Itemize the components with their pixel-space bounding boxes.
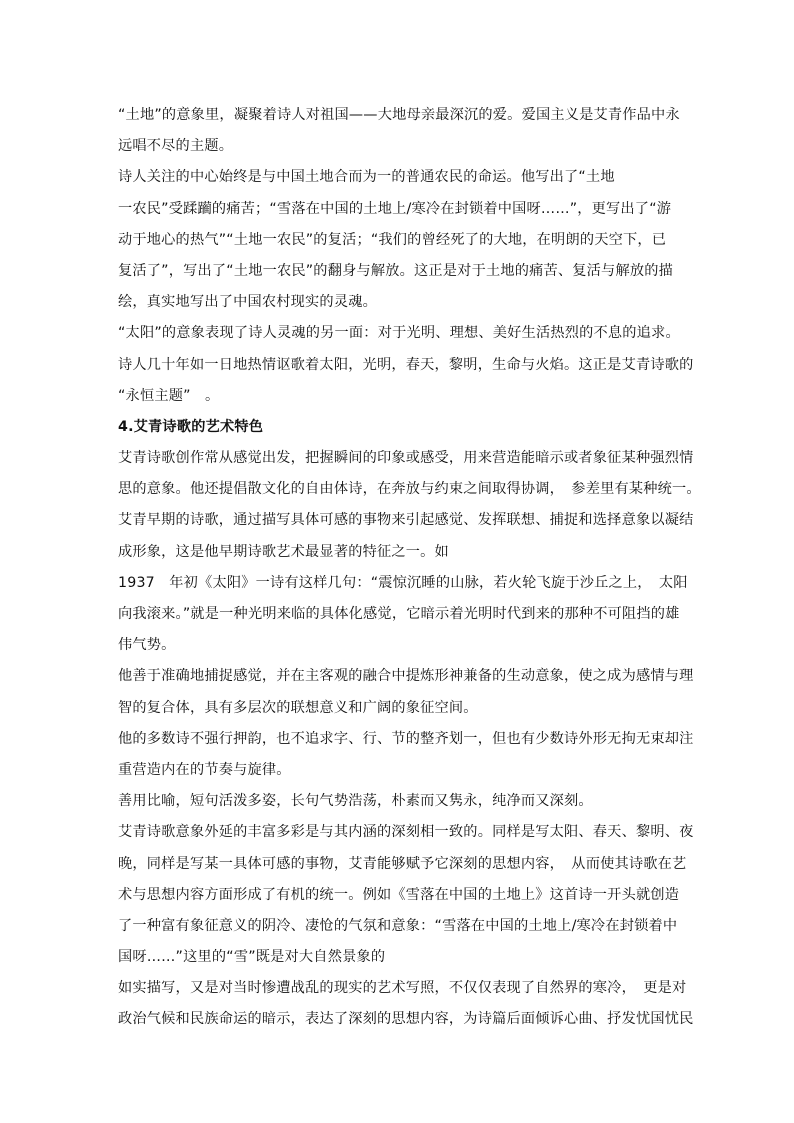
text-line: 诗人几十年如一日地热情讴歌着太阳，光明，春天，黎明，生命与火焰。这正是艾青诗歌的: [118, 356, 694, 373]
text-line: 如实描写，又是对当时惨遭战乱的现实的艺术写照，不仅仅表现了自然界的寒冷， 更是对: [118, 980, 687, 997]
text-line: 重营造内在的节奏与旋律。: [118, 761, 291, 778]
section-heading: 4.艾青诗歌的艺术特色: [118, 418, 264, 435]
text-line: 远唱不尽的主题。: [118, 138, 234, 155]
text-line: 术与思想内容方面形成了有机的统一。例如《雪落在中国的土地上》这首诗一开头就创造: [118, 886, 680, 903]
document-body: [118, 100, 701, 1036]
text-line: 成形象，这是他早期诗歌艺术最显著的特征之一。如: [118, 543, 449, 560]
text-line: 艾青诗歌创作常从感觉出发，把握瞬间的印象或感受，用来营造能暗示或者象征某种强烈情: [118, 450, 694, 467]
text-line: 智的复合体，具有多层次的联想意义和广阔的象征空间。: [118, 699, 478, 716]
text-line: 复活了”，写出了“土地一农民”的翻身与解放。这正是对于土地的痛苦、复活与解放的描: [118, 262, 673, 279]
text-line: “太阳”的意象表现了诗人灵魂的另一面：对于光明、理想、美好生活热烈的不息的追求。: [118, 325, 680, 342]
text-line: 他的多数诗不强行押韵，也不追求字、行、节的整齐划一，但也有少数诗外形无拘无束却注: [118, 730, 694, 747]
text-line: 绘，真实地写出了中国农村现实的灵魂。: [118, 294, 377, 311]
text-line: 向我滚来。”就是一种光明来临的具体化感觉，它暗示着光明时代到来的那种不可阻挡的雄: [118, 606, 680, 622]
text-line: 国呀……”这里的“雪”既是对大自然景象的: [118, 949, 386, 966]
text-line: 了一种富有象征意义的阴冷、凄怆的气氛和意象：“雪落在中国的土地上/寒冷在封锁着中: [118, 917, 678, 934]
text-line: 政治气候和民族命运的暗示，表达了深刻的思想内容，为诗篇后面倾诉心曲、抒发忧国忧民: [118, 1011, 694, 1028]
text-line: “永恒主题” 。: [118, 387, 220, 404]
text-line: 善用比喻，短句活泼多姿，长句气势浩荡，朴素而又隽永，纯净而又深刻。: [118, 793, 593, 810]
text-line: 艾青早期的诗歌，通过描写具体可感的事物来引起感觉、发挥联想、捕捉和选择意象以凝结: [118, 512, 694, 529]
text-line: 一农民”受蹂躏的痛苦；“雪落在中国的土地上/寒冷在封锁着中国呀……”，更写出了“游: [118, 200, 672, 217]
text-line: 伟气势。: [118, 637, 176, 654]
text-line: 诗人关注的中心始终是与中国土地合而为一的普通农民的命运。他写出了“土地: [118, 169, 615, 186]
text-line: 晚，同样是写某一具体可感的事物，艾青能够赋予它深刻的思想内容， 从而使其诗歌在艺: [118, 855, 687, 872]
text-line: 他善于准确地捕捉感觉，并在主客观的融合中提炼形神兼备的生动意象，使之成为感情与理: [118, 668, 694, 685]
text-line: 思的意象。他还提倡散文化的自由体诗，在奔放与约束之间取得协调， 参差里有某种统一。: [118, 481, 701, 498]
text-line: 1937 年初《太阳》一诗有这样几句：“震惊沉睡的山脉，若火轮飞旋于沙丘之上， 太阳: [118, 574, 688, 591]
text-line: 艾青诗歌意象外延的丰富多彩是与其内涵的深刻相一致的。同样是写太阳、春天、黎明、夜: [118, 824, 694, 841]
text-line: “土地”的意象里，凝聚着诗人对祖国——大地母亲最深沉的爱。爱国主义是艾青作品中永: [118, 107, 680, 123]
text-line: 动于地心的热气”“土地一农民”的复活；“我们的曾经死了的大地，在明朗的天空下，已: [118, 231, 667, 248]
